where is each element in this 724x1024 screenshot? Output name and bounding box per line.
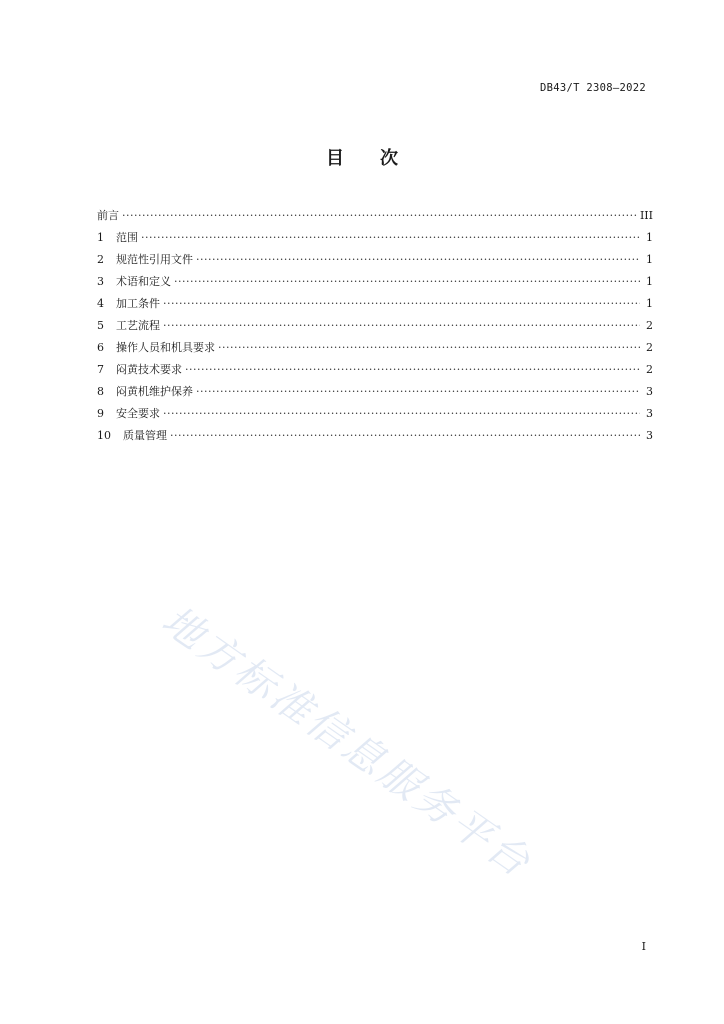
toc-entry-page: 2	[646, 363, 653, 376]
toc-entry-page: 1	[646, 253, 653, 266]
toc-entry-label: 工艺流程	[116, 319, 160, 332]
toc-entry-label: 术语和定义	[116, 275, 171, 288]
toc-entry-number: 5	[97, 319, 104, 332]
toc-entry-label: 前言	[97, 209, 119, 222]
toc-entry-6[interactable]	[97, 337, 653, 359]
toc-entry-number: 8	[97, 385, 104, 398]
toc-entry-number: 9	[97, 407, 104, 420]
toc-entry-foreword[interactable]	[97, 205, 653, 227]
table-of-contents	[97, 205, 653, 447]
toc-entry-page: 3	[646, 385, 653, 398]
page-number: I	[641, 940, 646, 953]
toc-entry-page: 3	[646, 429, 653, 442]
toc-entry-label: 操作人员和机具要求	[116, 341, 215, 354]
toc-dot-leader	[163, 293, 640, 315]
toc-dot-leader	[163, 315, 640, 337]
toc-entry-number: 6	[97, 341, 104, 354]
toc-entry-number: 10	[97, 429, 111, 442]
toc-entry-page: 1	[646, 231, 653, 244]
toc-entry-label: 闷黄机维护保养	[116, 385, 193, 398]
toc-entry-8[interactable]	[97, 381, 653, 403]
toc-dot-leader	[170, 425, 640, 447]
toc-entry-label: 质量管理	[123, 429, 167, 442]
toc-entry-number: 1	[97, 231, 104, 244]
toc-title: 目次	[326, 148, 434, 169]
toc-entry-number: 4	[97, 297, 104, 310]
toc-entry-label: 范围	[116, 231, 138, 244]
toc-dot-leader	[196, 249, 640, 271]
toc-entry-1[interactable]	[97, 227, 653, 249]
toc-entry-page: 1	[646, 275, 653, 288]
toc-entry-3[interactable]	[97, 271, 653, 293]
toc-entry-number: 3	[97, 275, 104, 288]
toc-entry-7[interactable]	[97, 359, 653, 381]
toc-entry-number: 7	[97, 363, 104, 376]
toc-entry-number: 2	[97, 253, 104, 266]
toc-entry-9[interactable]	[97, 403, 653, 425]
toc-dot-leader	[196, 381, 640, 403]
toc-dot-leader	[218, 337, 640, 359]
toc-dot-leader	[163, 403, 640, 425]
toc-entry-page: 1	[646, 297, 653, 310]
toc-entry-10[interactable]	[97, 425, 653, 447]
toc-entry-label: 规范性引用文件	[116, 253, 193, 266]
toc-entry-page: III	[639, 209, 653, 222]
toc-entry-page: 2	[646, 319, 653, 332]
toc-entry-page: 3	[646, 407, 653, 420]
toc-entry-label: 闷黄技术要求	[116, 363, 182, 376]
toc-entry-2[interactable]	[97, 249, 653, 271]
toc-dot-leader	[185, 359, 640, 381]
toc-entry-page: 2	[646, 341, 653, 354]
watermark: 地方标准信息服务平台	[153, 597, 541, 888]
toc-entry-label: 加工条件	[116, 297, 160, 310]
toc-entry-5[interactable]	[97, 315, 653, 337]
toc-dot-leader	[141, 227, 640, 249]
standard-number: DB43/T 2308—2022	[540, 82, 646, 94]
toc-entry-4[interactable]	[97, 293, 653, 315]
toc-dot-leader	[174, 271, 640, 293]
toc-entry-label: 安全要求	[116, 407, 160, 420]
toc-dot-leader	[122, 205, 637, 227]
